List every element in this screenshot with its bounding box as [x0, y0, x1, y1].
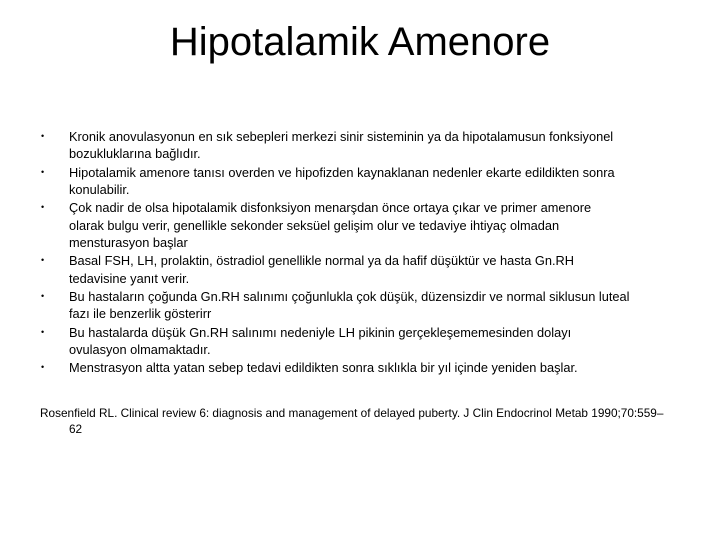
bullet-text-line: Kronik anovulasyonun en sık sebepleri merkezi sinir sisteminin ya da hipotalamusun fonksiyonel — [69, 129, 614, 144]
bullet-text-line: Bu hastaların çoğunda Gn.RH salınımı çoğunlukla çok düşük, düzensizdir ve normal siklusun luteal — [69, 289, 630, 305]
bullet-text-line: ovulasyon olmamaktadır. — [69, 341, 211, 357]
bullet-list — [40, 128, 690, 378]
bullet-text-line: bozukluklarına bağlıdır. — [69, 146, 201, 162]
bullet-text-line: Bu hastalarda düşük Gn.RH salınımı nedeniyle LH pikinin gerçekleşememesinden dolayı — [69, 324, 572, 340]
bullet-text-line: Çok nadir de olsa hipotalamik disfonksiyon menarşdan önce ortaya çıkar ve primer amenore — [69, 200, 592, 216]
bullet-text-line: fazı ile benzerlik gösterirr — [69, 306, 212, 322]
bullet-text-line: Hipotalamik amenore tanısı overden ve hipofizden kaynaklanan nedenler ekarte edildikten sonra — [69, 164, 615, 180]
bullet-text-line: olarak bulgu verir, genellikle sekonder seksüel gelişim olur ve tedaviye ihtiyaç olmadan — [69, 217, 560, 233]
bullet-text-line: tedavisine yanıt verir. — [69, 270, 190, 286]
bullet-dot: • — [41, 166, 45, 177]
bullet-item-2 — [40, 164, 690, 198]
bullet-dot: • — [41, 291, 45, 302]
bullet-dot: • — [41, 326, 45, 337]
bullet-dot: • — [41, 362, 45, 373]
bullet-text-line: mensturasyon başlar — [69, 234, 188, 250]
bullet-item-5 — [40, 288, 690, 322]
bullet-dot: • — [41, 202, 45, 213]
bullet-text-line: konulabilir. — [69, 181, 130, 197]
bullet-item-4 — [40, 252, 690, 286]
bullet-item-1 — [40, 128, 690, 162]
bullet-item-7 — [40, 359, 690, 376]
bullet-item-6 — [40, 324, 690, 358]
slide-title: Hipotalamik Amenore — [169, 20, 551, 64]
bullet-text-line: Basal FSH, LH, prolaktin, östradiol genellikle normal ya da hafif düşüktür ve hasta Gn.RH — [69, 253, 575, 269]
bullet-item-3 — [40, 199, 690, 251]
bullet-dot: • — [41, 255, 45, 266]
reference-citation — [40, 406, 690, 438]
reference-line: 62 — [69, 421, 83, 436]
bullet-dot: • — [41, 131, 45, 141]
reference-line: Rosenfield RL. Clinical review 6: diagnosis and management of delayed puberty. J Clin Endocrinol Metab 1990;70:559– — [40, 406, 664, 420]
bullet-text-line: Menstrasyon altta yatan sebep tedavi edildikten sonra sıklıkla bir yıl içinde yeniden başlar. — [69, 360, 578, 376]
